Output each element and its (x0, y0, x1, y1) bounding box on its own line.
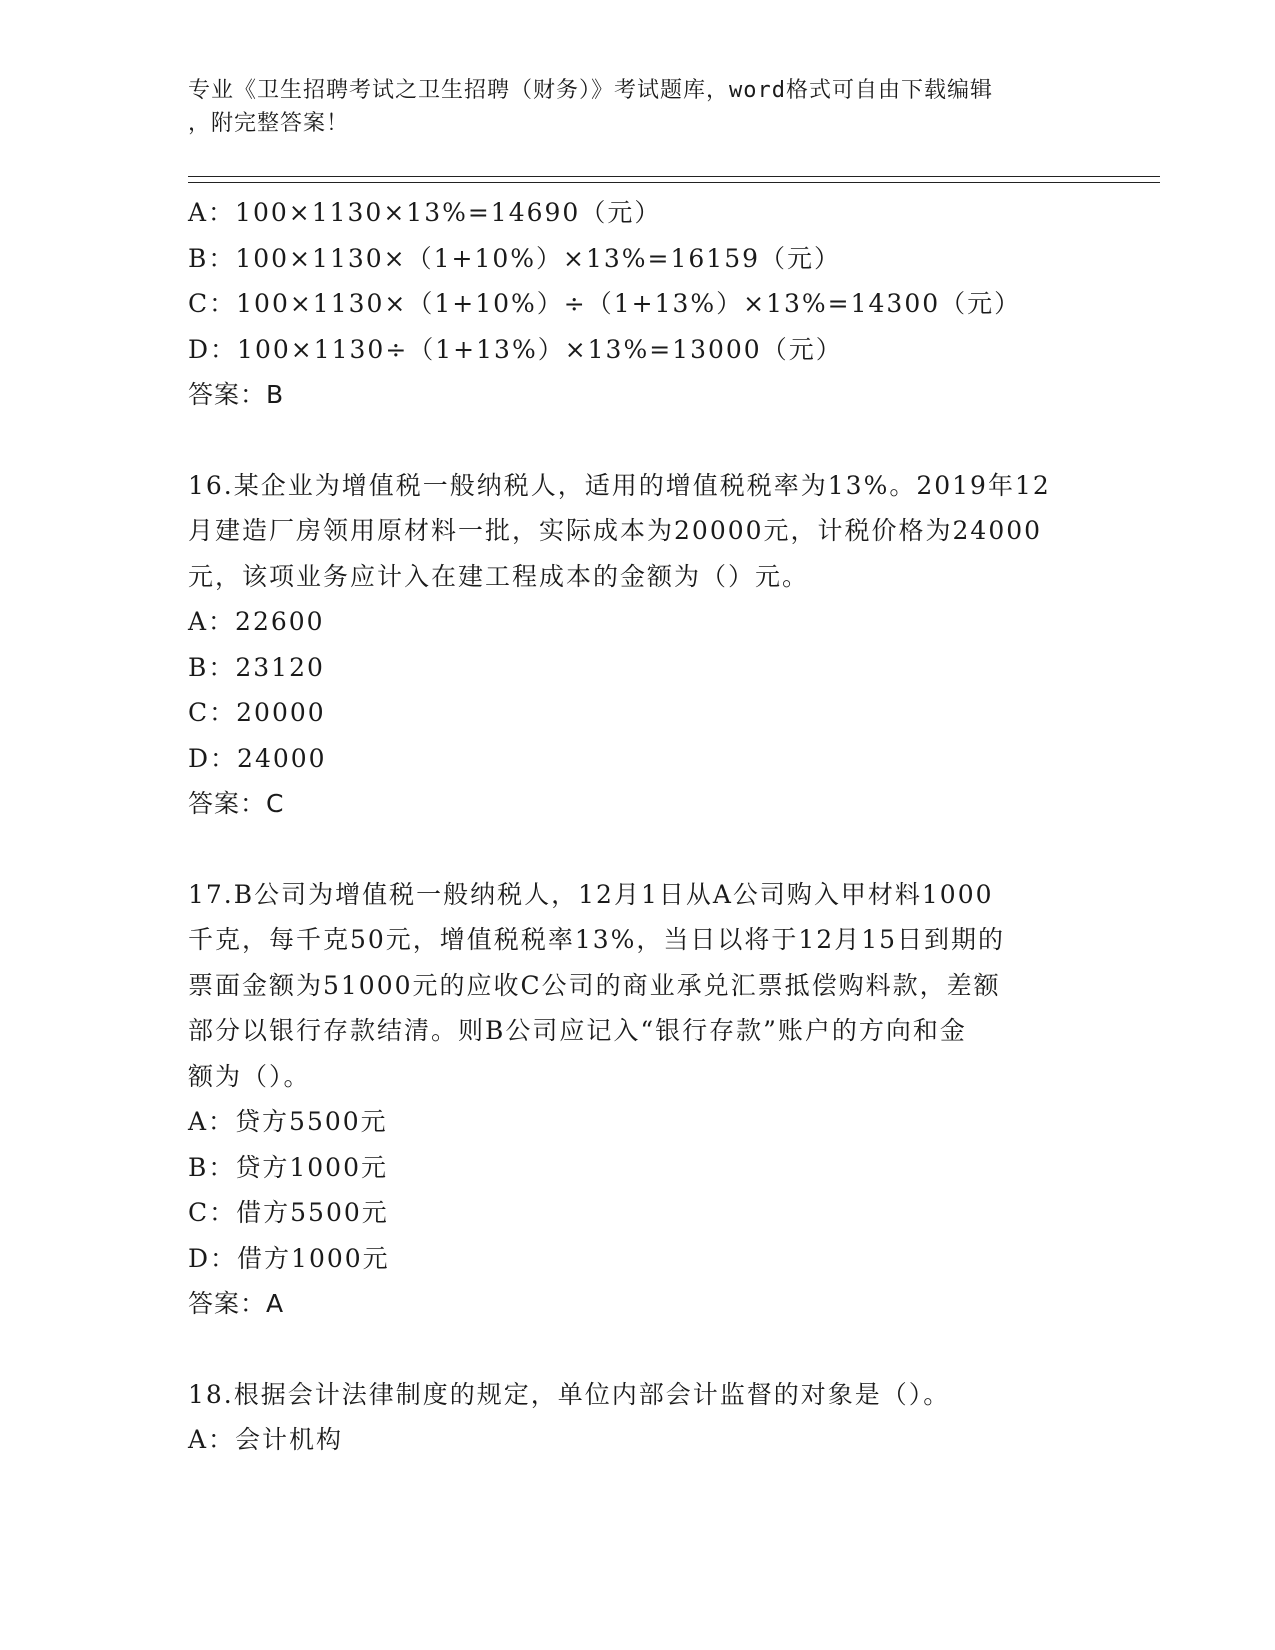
header-line-2: ，附完整答案！ (188, 111, 350, 136)
option-a: A：22600 (188, 607, 325, 636)
question-stem-line: 额为（）。 (188, 1061, 311, 1091)
question-content (188, 190, 1088, 1463)
answer: 答案：B (188, 380, 285, 409)
spacer (188, 418, 1088, 463)
answer: 答案：C (188, 789, 285, 818)
option-c: C：100×1130×（1+10%）÷（1+13%）×13%=14300（元） (188, 289, 1022, 318)
header-line-1: 专业《卫生招聘考试之卫生招聘（财务）》考试题库，word格式可自由下载编辑 (188, 78, 993, 103)
option-b: B：23120 (188, 652, 325, 682)
option-a: A：100×1130×13%=14690（元） (188, 198, 662, 227)
question-17 (188, 872, 1088, 1327)
question-stem-line: 元，该项业务应计入在建工程成本的金额为（）元。 (188, 561, 810, 591)
answer: 答案：A (188, 1289, 285, 1318)
header-rule-top (188, 176, 1160, 177)
option-d: D：24000 (188, 743, 327, 773)
option-a: A：贷方5500元 (188, 1107, 388, 1136)
question-stem-line: 18.根据会计法律制度的规定，单位内部会计监督的对象是（）。 (188, 1379, 951, 1409)
option-c: C：借方5500元 (188, 1198, 389, 1227)
option-d: D：100×1130÷（1+13%）×13%=13000（元） (188, 334, 843, 364)
question-stem-line: 千克，每千克50元，增值税税率13%，当日以将于12月15日到期的 (188, 925, 1006, 954)
option-a: A：会计机构 (188, 1425, 344, 1454)
option-c: C：20000 (188, 698, 326, 727)
header-rule-bottom (188, 182, 1160, 183)
question-stem-line: 票面金额为51000元的应收C公司的商业承兑汇票抵偿购料款，差额 (188, 970, 1001, 1000)
question-16 (188, 463, 1088, 827)
spacer (188, 1327, 1088, 1372)
spacer (188, 827, 1088, 872)
question-18 (188, 1372, 1088, 1463)
document-header (188, 74, 1068, 140)
question-stem-line: 17.B公司为增值税一般纳税人，12月1日从A公司购入甲材料1000 (188, 879, 994, 909)
question-stem-line: 月建造厂房领用原材料一批，实际成本为20000元，计税价格为24000 (188, 516, 1043, 545)
question-15 (188, 190, 1088, 418)
question-stem-line: 16.某企业为增值税一般纳税人，适用的增值税税率为13%。2019年12 (188, 470, 1051, 500)
option-b: B：贷方1000元 (188, 1152, 388, 1182)
option-d: D：借方1000元 (188, 1243, 390, 1273)
option-b: B：100×1130×（1+10%）×13%=16159（元） (188, 243, 842, 273)
question-stem-line: 部分以银行存款结清。则B公司应记入“银行存款”账户的方向和金 (188, 1016, 967, 1045)
